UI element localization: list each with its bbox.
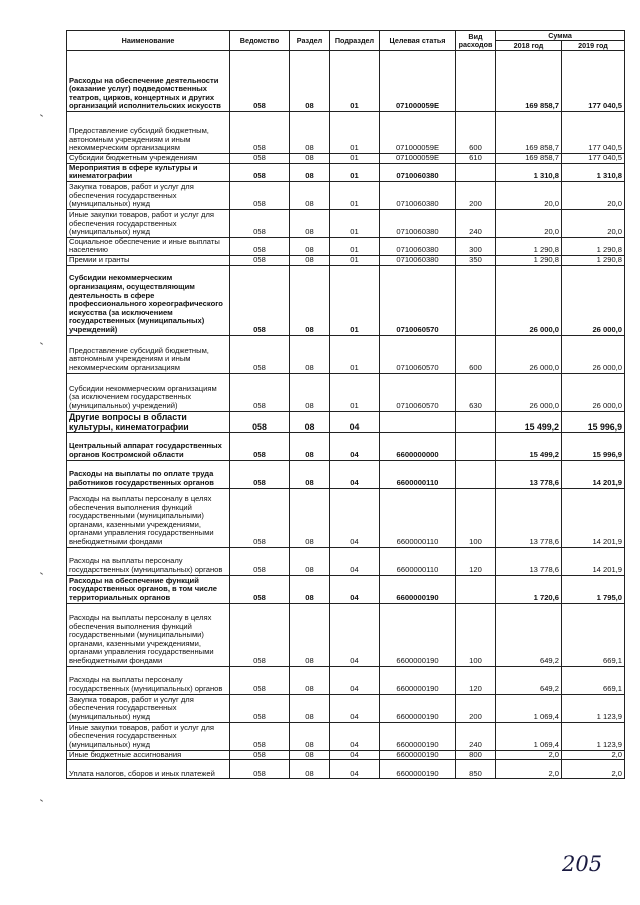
cell-kind: 200 xyxy=(456,181,496,209)
cell-target: 6600000190 xyxy=(380,694,456,722)
header-dept: Ведомство xyxy=(230,31,290,51)
cell-dept: 058 xyxy=(230,51,290,112)
cell-target: 6600000190 xyxy=(380,666,456,694)
cell-sum-2019: 1 123,9 xyxy=(562,694,625,722)
table-row xyxy=(67,154,625,164)
cell-sum-2019: 20,0 xyxy=(562,181,625,209)
cell-section: 08 xyxy=(290,335,330,373)
cell-kind xyxy=(456,411,496,432)
cell-subsection: 04 xyxy=(330,488,380,547)
cell-section: 08 xyxy=(290,255,330,265)
cell-dept: 058 xyxy=(230,722,290,750)
cell-subsection: 01 xyxy=(330,154,380,164)
cell-kind xyxy=(456,432,496,460)
cell-sum-2018: 1 069,4 xyxy=(496,694,562,722)
cell-target: 6600000000 xyxy=(380,432,456,460)
cell-sum-2019: 2,0 xyxy=(562,760,625,779)
cell-sum-2018: 1 720,6 xyxy=(496,575,562,603)
cell-dept: 058 xyxy=(230,603,290,666)
cell-subsection: 04 xyxy=(330,575,380,603)
cell-section: 08 xyxy=(290,722,330,750)
cell-dept: 058 xyxy=(230,373,290,411)
cell-section: 08 xyxy=(290,694,330,722)
cell-dept: 058 xyxy=(230,694,290,722)
cell-name: Расходы на выплаты персоналу государственных (муниципальных) органов xyxy=(67,666,230,694)
table-row xyxy=(67,51,625,112)
cell-dept: 058 xyxy=(230,265,290,335)
cell-kind: 240 xyxy=(456,722,496,750)
cell-subsection: 01 xyxy=(330,112,380,154)
cell-target: 6600000110 xyxy=(380,547,456,575)
header-2018: 2018 год xyxy=(496,41,562,51)
cell-subsection: 04 xyxy=(330,694,380,722)
cell-kind: 100 xyxy=(456,488,496,547)
cell-sum-2019: 14 201,9 xyxy=(562,547,625,575)
table-row xyxy=(67,603,625,666)
cell-sum-2018: 20,0 xyxy=(496,181,562,209)
cell-name: Социальное обеспечение и иные выплаты населению xyxy=(67,237,230,255)
cell-section: 08 xyxy=(290,209,330,237)
cell-dept: 058 xyxy=(230,163,290,181)
cell-sum-2019: 26 000,0 xyxy=(562,335,625,373)
cell-name: Предоставление субсидий бюджетным, автономным учреждениям и иным некоммерческим организациям xyxy=(67,335,230,373)
cell-sum-2019: 177 040,5 xyxy=(562,154,625,164)
cell-sum-2018: 13 778,6 xyxy=(496,460,562,488)
cell-sum-2019: 26 000,0 xyxy=(562,265,625,335)
cell-kind xyxy=(456,265,496,335)
cell-name: Закупка товаров, работ и услуг для обеспечения государственных (муниципальных) нужд xyxy=(67,181,230,209)
cell-section: 08 xyxy=(290,163,330,181)
table-row xyxy=(67,750,625,760)
cell-kind xyxy=(456,460,496,488)
cell-target: 6600000190 xyxy=(380,750,456,760)
cell-sum-2019: 1 290,8 xyxy=(562,237,625,255)
cell-kind: 300 xyxy=(456,237,496,255)
cell-name: Субсидии некоммерческим организациям (за исключением государственных (муниципальных) учреждений) xyxy=(67,373,230,411)
cell-kind xyxy=(456,163,496,181)
table-row xyxy=(67,411,625,432)
cell-kind: 200 xyxy=(456,694,496,722)
header-target: Целевая статья xyxy=(380,31,456,51)
cell-name: Иные закупки товаров, работ и услуг для обеспечения государственных (муниципальных) нужд xyxy=(67,722,230,750)
table-row xyxy=(67,547,625,575)
cell-dept: 058 xyxy=(230,488,290,547)
table-row xyxy=(67,163,625,181)
cell-target: 6600000190 xyxy=(380,722,456,750)
cell-target: 6600000110 xyxy=(380,460,456,488)
cell-dept: 058 xyxy=(230,411,290,432)
cell-sum-2018: 26 000,0 xyxy=(496,373,562,411)
cell-subsection: 01 xyxy=(330,373,380,411)
cell-section: 08 xyxy=(290,488,330,547)
cell-section: 08 xyxy=(290,603,330,666)
header-kind: Вид расходов xyxy=(456,31,496,51)
page-number: 205 xyxy=(562,852,603,876)
cell-name: Субсидии некоммерческим организациям, осуществляющим деятельность в сфере профессионального хореографического искусства (за исключением государственных (муниципальных) учреждений) xyxy=(67,265,230,335)
cell-dept: 058 xyxy=(230,432,290,460)
cell-kind: 600 xyxy=(456,112,496,154)
cell-dept: 058 xyxy=(230,237,290,255)
table-row xyxy=(67,694,625,722)
cell-target: 0710060380 xyxy=(380,163,456,181)
cell-dept: 058 xyxy=(230,154,290,164)
cell-dept: 058 xyxy=(230,666,290,694)
budget-table xyxy=(66,30,625,779)
cell-section: 08 xyxy=(290,237,330,255)
table-row xyxy=(67,209,625,237)
cell-subsection: 01 xyxy=(330,255,380,265)
cell-section: 08 xyxy=(290,575,330,603)
cell-section: 08 xyxy=(290,265,330,335)
cell-sum-2018: 26 000,0 xyxy=(496,265,562,335)
cell-subsection: 04 xyxy=(330,547,380,575)
table-row xyxy=(67,666,625,694)
cell-kind: 350 xyxy=(456,255,496,265)
cell-target xyxy=(380,411,456,432)
cell-subsection: 01 xyxy=(330,335,380,373)
cell-section: 08 xyxy=(290,373,330,411)
cell-dept: 058 xyxy=(230,255,290,265)
cell-sum-2018: 1 290,8 xyxy=(496,255,562,265)
cell-sum-2019: 15 996,9 xyxy=(562,432,625,460)
cell-target: 0710060380 xyxy=(380,181,456,209)
cell-sum-2018: 26 000,0 xyxy=(496,335,562,373)
cell-subsection: 01 xyxy=(330,163,380,181)
table-row xyxy=(67,255,625,265)
cell-name: Расходы на выплаты персоналу в целях обеспечения выполнения функций государственными (муниципальными) органами, казенными учреждениями, органами управления государственными внебюджетными фондами xyxy=(67,488,230,547)
cell-sum-2019: 14 201,9 xyxy=(562,488,625,547)
cell-subsection: 01 xyxy=(330,265,380,335)
cell-subsection: 01 xyxy=(330,51,380,112)
table-row xyxy=(67,488,625,547)
cell-kind: 240 xyxy=(456,209,496,237)
cell-name: Субсидии бюджетным учреждениям xyxy=(67,154,230,164)
cell-dept: 058 xyxy=(230,547,290,575)
cell-kind: 100 xyxy=(456,603,496,666)
cell-sum-2018: 649,2 xyxy=(496,603,562,666)
cell-section: 08 xyxy=(290,432,330,460)
cell-sum-2019: 1 123,9 xyxy=(562,722,625,750)
cell-target: 071000059Е xyxy=(380,112,456,154)
cell-sum-2019: 177 040,5 xyxy=(562,112,625,154)
cell-section: 08 xyxy=(290,154,330,164)
table-row xyxy=(67,722,625,750)
cell-sum-2018: 13 778,6 xyxy=(496,488,562,547)
cell-name: Расходы на выплаты персоналу в целях обеспечения выполнения функций государственными (муниципальными) органами, казенными учреждениями, органами управления государственными внебюджетными фондами xyxy=(67,603,230,666)
cell-sum-2019: 1 795,0 xyxy=(562,575,625,603)
cell-kind: 610 xyxy=(456,154,496,164)
cell-kind: 850 xyxy=(456,760,496,779)
cell-subsection: 01 xyxy=(330,237,380,255)
cell-name: Иные закупки товаров, работ и услуг для обеспечения государственных (муниципальных) нужд xyxy=(67,209,230,237)
cell-sum-2019: 1 290,8 xyxy=(562,255,625,265)
cell-sum-2018: 169 858,7 xyxy=(496,51,562,112)
cell-subsection: 04 xyxy=(330,411,380,432)
table-row xyxy=(67,760,625,779)
cell-target: 0710060570 xyxy=(380,265,456,335)
cell-section: 08 xyxy=(290,112,330,154)
cell-dept: 058 xyxy=(230,181,290,209)
cell-name: Другие вопросы в области культуры, кинематографии xyxy=(67,411,230,432)
cell-target: 071000059Е xyxy=(380,51,456,112)
header-subsection: Подраздел xyxy=(330,31,380,51)
cell-target: 6600000110 xyxy=(380,488,456,547)
cell-sum-2019: 14 201,9 xyxy=(562,460,625,488)
cell-section: 08 xyxy=(290,51,330,112)
table-row xyxy=(67,460,625,488)
cell-sum-2018: 1 310,8 xyxy=(496,163,562,181)
cell-sum-2019: 1 310,8 xyxy=(562,163,625,181)
cell-name: Расходы на выплаты персоналу государственных (муниципальных) органов xyxy=(67,547,230,575)
cell-kind: 120 xyxy=(456,547,496,575)
cell-kind xyxy=(456,575,496,603)
cell-target: 0710060570 xyxy=(380,335,456,373)
cell-sum-2019: 20,0 xyxy=(562,209,625,237)
table-row xyxy=(67,575,625,603)
header-2019: 2019 год xyxy=(562,41,625,51)
cell-subsection: 01 xyxy=(330,209,380,237)
cell-sum-2018: 15 499,2 xyxy=(496,411,562,432)
cell-sum-2018: 2,0 xyxy=(496,760,562,779)
cell-sum-2018: 169 858,7 xyxy=(496,112,562,154)
cell-sum-2019: 669,1 xyxy=(562,666,625,694)
cell-name: Центральный аппарат государственных органов Костромской области xyxy=(67,432,230,460)
cell-kind: 630 xyxy=(456,373,496,411)
cell-subsection: 04 xyxy=(330,603,380,666)
cell-name: Закупка товаров, работ и услуг для обеспечения государственных (муниципальных) нужд xyxy=(67,694,230,722)
table-row xyxy=(67,432,625,460)
cell-sum-2019: 2,0 xyxy=(562,750,625,760)
cell-sum-2018: 169 858,7 xyxy=(496,154,562,164)
cell-sum-2018: 15 499,2 xyxy=(496,432,562,460)
header-name: Наименование xyxy=(67,31,230,51)
cell-section: 08 xyxy=(290,411,330,432)
cell-subsection: 04 xyxy=(330,750,380,760)
cell-section: 08 xyxy=(290,547,330,575)
cell-dept: 058 xyxy=(230,760,290,779)
table-body xyxy=(67,51,625,779)
cell-sum-2019: 177 040,5 xyxy=(562,51,625,112)
cell-name: Расходы на обеспечение деятельности (оказание услуг) подведомственных театров, цирков, концертных и других организаций исполнительских искусств xyxy=(67,51,230,112)
cell-dept: 058 xyxy=(230,575,290,603)
cell-name: Расходы на выплаты по оплате труда работников государственных органов xyxy=(67,460,230,488)
cell-target: 0710060380 xyxy=(380,209,456,237)
cell-subsection: 04 xyxy=(330,460,380,488)
table-row xyxy=(67,181,625,209)
cell-section: 08 xyxy=(290,760,330,779)
cell-sum-2018: 1 069,4 xyxy=(496,722,562,750)
cell-section: 08 xyxy=(290,666,330,694)
cell-target: 6600000190 xyxy=(380,760,456,779)
cell-name: Премии и гранты xyxy=(67,255,230,265)
table-row xyxy=(67,112,625,154)
cell-target: 0710060380 xyxy=(380,237,456,255)
cell-kind xyxy=(456,51,496,112)
budget-table-sheet xyxy=(66,30,624,779)
cell-target: 6600000190 xyxy=(380,603,456,666)
cell-kind: 120 xyxy=(456,666,496,694)
cell-name: Иные бюджетные ассигнования xyxy=(67,750,230,760)
cell-sum-2019: 669,1 xyxy=(562,603,625,666)
cell-name: Уплата налогов, сборов и иных платежей xyxy=(67,760,230,779)
cell-subsection: 04 xyxy=(330,760,380,779)
cell-name: Расходы на обеспечение функций государственных органов, в том числе территориальных органов xyxy=(67,575,230,603)
cell-section: 08 xyxy=(290,750,330,760)
header-sum: Сумма xyxy=(496,31,625,41)
table-row xyxy=(67,265,625,335)
cell-sum-2019: 26 000,0 xyxy=(562,373,625,411)
cell-section: 08 xyxy=(290,181,330,209)
cell-dept: 058 xyxy=(230,750,290,760)
cell-sum-2018: 13 778,6 xyxy=(496,547,562,575)
cell-sum-2018: 2,0 xyxy=(496,750,562,760)
cell-target: 6600000190 xyxy=(380,575,456,603)
cell-target: 0710060570 xyxy=(380,373,456,411)
cell-sum-2018: 649,2 xyxy=(496,666,562,694)
table-row xyxy=(67,335,625,373)
cell-section: 08 xyxy=(290,460,330,488)
header-section: Раздел xyxy=(290,31,330,51)
cell-dept: 058 xyxy=(230,335,290,373)
cell-sum-2018: 1 290,8 xyxy=(496,237,562,255)
cell-target: 071000059Е xyxy=(380,154,456,164)
cell-name: Мероприятия в сфере культуры и кинематографии xyxy=(67,163,230,181)
cell-kind: 600 xyxy=(456,335,496,373)
cell-dept: 058 xyxy=(230,209,290,237)
cell-subsection: 04 xyxy=(330,722,380,750)
cell-sum-2019: 15 996,9 xyxy=(562,411,625,432)
cell-sum-2018: 20,0 xyxy=(496,209,562,237)
cell-dept: 058 xyxy=(230,460,290,488)
table-row xyxy=(67,373,625,411)
cell-subsection: 04 xyxy=(330,432,380,460)
cell-target: 0710060380 xyxy=(380,255,456,265)
cell-subsection: 01 xyxy=(330,181,380,209)
cell-subsection: 04 xyxy=(330,666,380,694)
table-row xyxy=(67,237,625,255)
cell-kind: 800 xyxy=(456,750,496,760)
cell-dept: 058 xyxy=(230,112,290,154)
cell-name: Предоставление субсидий бюджетным, автономным учреждениям и иным некоммерческим организациям xyxy=(67,112,230,154)
